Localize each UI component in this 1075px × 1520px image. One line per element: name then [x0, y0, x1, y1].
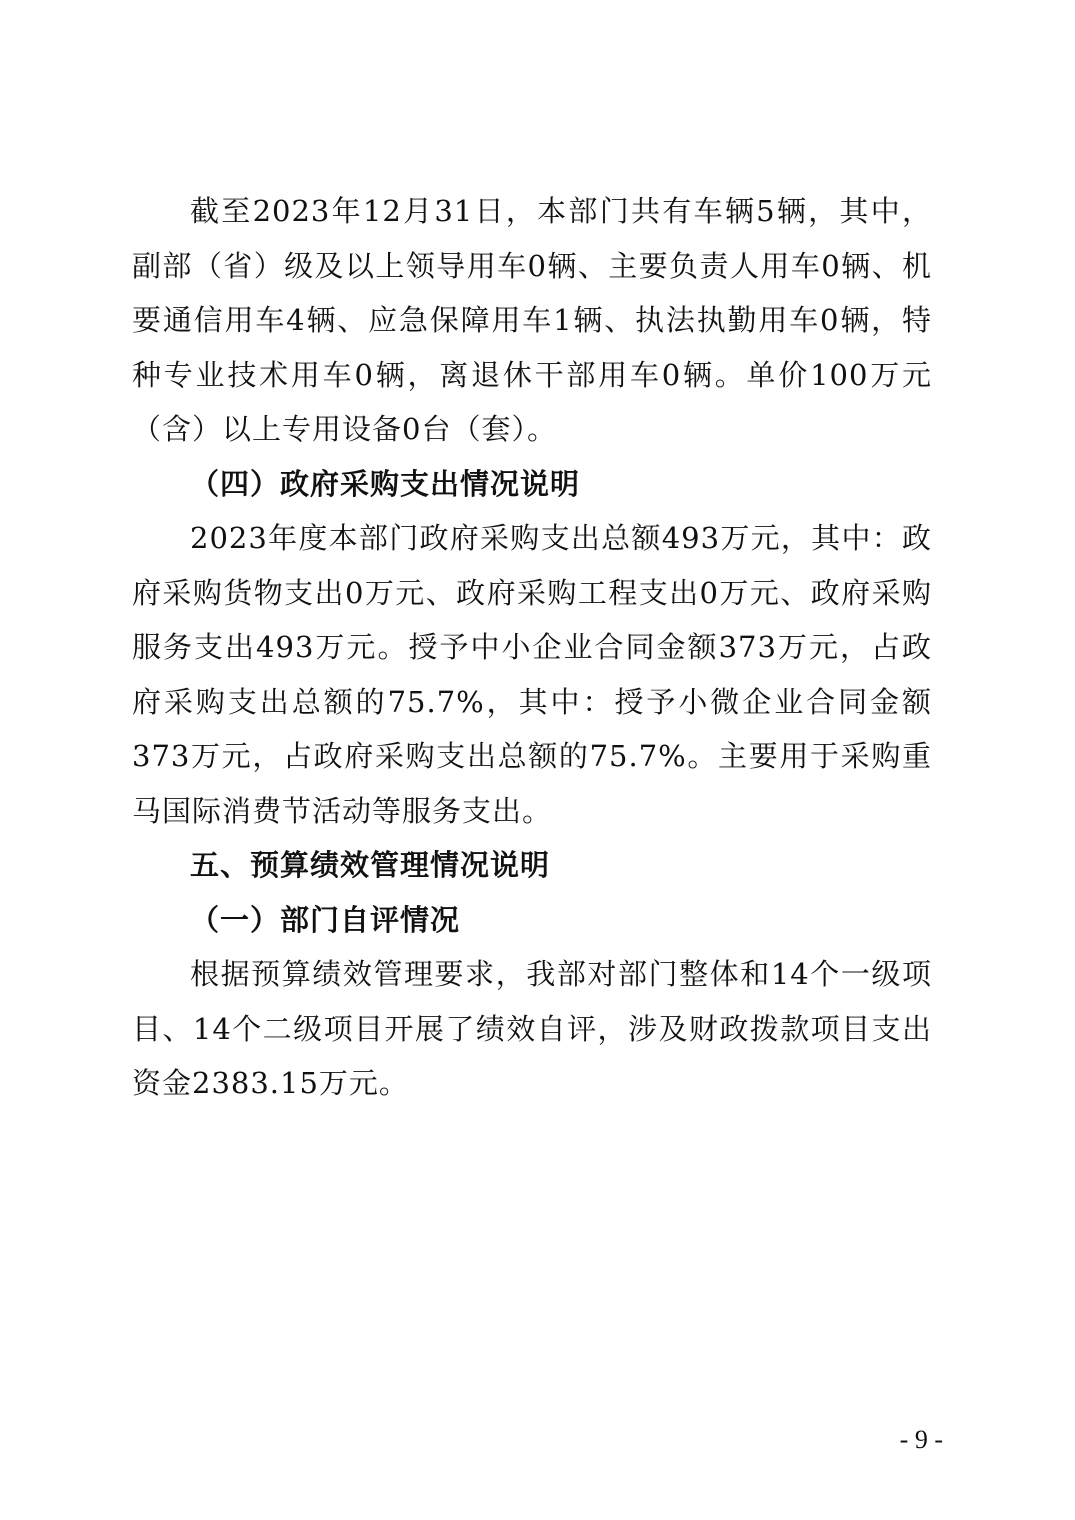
- self-evaluation-paragraph: 根据预算绩效管理要求，我部对部门整体和14个一级项目、14个二级项目开展了绩效自评，涉及财政拨款项目支出资金2383.15万元。: [132, 957, 932, 1100]
- procurement-paragraph: 2023年度本部门政府采购支出总额493万元，其中：政府采购货物支出0万元、政府采购工程支出0万元、政府采购服务支出493万元。授予中小企业合同金额373万元，占政府采购支出总额的75.7%，其中：授予小微企业合同金额373万元，占政府采购支出总额的75.7%。主要用于采购重马国际消费节活动等服务支出。: [132, 521, 932, 828]
- page-body: [132, 184, 932, 1111]
- procurement-heading: （四）政府采购支出情况说明: [190, 466, 581, 501]
- vehicle-paragraph: 截至2023年12月31日，本部门共有车辆5辆，其中，副部（省）级及以上领导用车0辆、主要负责人用车0辆、机要通信用车4辆、应急保障用车1辆、执法执勤用车0辆，特种专业技术用车0辆，离退休干部用车0辆。单价100万元（含）以上专用设备0台（套）。: [132, 194, 932, 446]
- self-evaluation-heading: （一）部门自评情况: [190, 902, 461, 937]
- performance-section-heading: 五、预算绩效管理情况说明: [190, 848, 551, 882]
- page-number: - 9 -: [899, 1425, 943, 1454]
